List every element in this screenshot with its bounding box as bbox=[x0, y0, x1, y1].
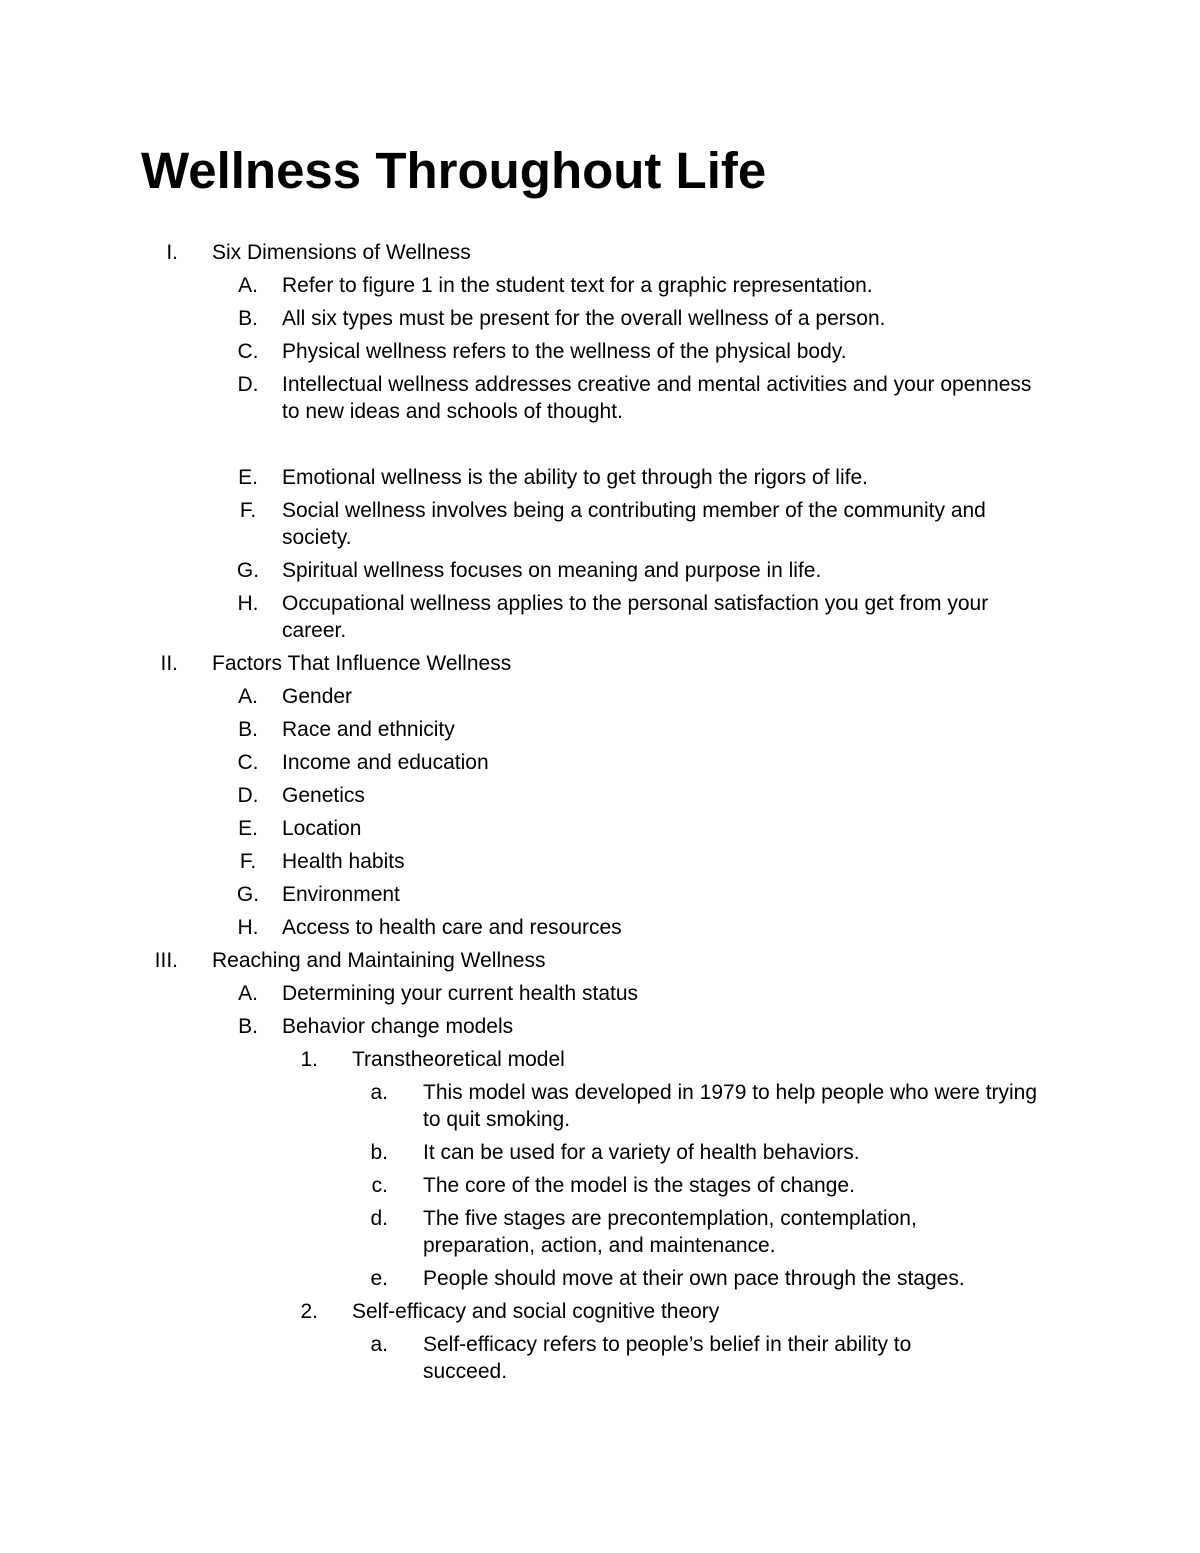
outline-item-text: Factors That Influence Wellness bbox=[212, 652, 512, 675]
outline-marker: G. bbox=[236, 883, 260, 906]
outline-item-text: Location bbox=[282, 817, 362, 840]
outline-item-text: Six Dimensions of Wellness bbox=[212, 241, 471, 264]
outline-item-text: All six types must be present for the overall wellness of a person. bbox=[282, 307, 886, 330]
outline-marker: E. bbox=[238, 817, 258, 840]
outline-item-text: Transtheoretical model bbox=[352, 1048, 565, 1071]
outline-item-text: Refer to figure 1 in the student text for a graphic representation. bbox=[282, 274, 873, 297]
outline-item-text: Self-efficacy and social cognitive theory bbox=[352, 1300, 720, 1323]
outline-marker: H. bbox=[237, 916, 259, 939]
outline-item-text: Behavior change models bbox=[282, 1015, 514, 1038]
outline-marker: F. bbox=[239, 499, 257, 522]
outline-marker: A. bbox=[238, 982, 258, 1005]
outline-item-text: Social wellness involves being a contributing member of the community and society. bbox=[282, 499, 986, 549]
outline-marker: e. bbox=[370, 1267, 388, 1290]
outline-item-text: Reaching and Maintaining Wellness bbox=[212, 949, 546, 972]
outline-marker: a. bbox=[370, 1081, 388, 1104]
outline-marker: A. bbox=[238, 274, 258, 297]
outline-marker: I. bbox=[166, 241, 178, 264]
outline-marker: G. bbox=[236, 559, 260, 582]
outline-item-text: Genetics bbox=[282, 784, 365, 807]
outline-item-text: Occupational wellness applies to the personal satisfaction you get from your career. bbox=[282, 592, 989, 642]
outline-item-text: This model was developed in 1979 to help people who were trying to quit smoking. bbox=[423, 1081, 1038, 1131]
outline-item-text: Environment bbox=[282, 883, 400, 906]
outline-marker: C. bbox=[237, 340, 259, 363]
outline-marker: 1. bbox=[300, 1048, 318, 1071]
outline-marker: C. bbox=[237, 751, 259, 774]
outline-item-text: Emotional wellness is the ability to get through the rigors of life. bbox=[282, 466, 868, 489]
outline-marker: b. bbox=[370, 1141, 388, 1164]
outline-item-text: It can be used for a variety of health behaviors. bbox=[423, 1141, 860, 1164]
outline-marker: D. bbox=[237, 784, 259, 807]
outline-item-text: The five stages are precontemplation, contemplation, preparation, action, and maintenance. bbox=[423, 1207, 917, 1257]
outline-marker: B. bbox=[238, 1015, 258, 1038]
outline-marker: II. bbox=[160, 652, 178, 675]
outline-marker: A. bbox=[238, 685, 258, 708]
outline-marker: H. bbox=[237, 592, 259, 615]
outline-marker: B. bbox=[238, 718, 258, 741]
outline-marker: a. bbox=[370, 1333, 388, 1356]
outline-marker: B. bbox=[238, 307, 258, 330]
outline-marker: d. bbox=[370, 1207, 388, 1230]
document-title: Wellness Throughout Life bbox=[141, 142, 767, 199]
outline-marker: F. bbox=[239, 850, 257, 873]
outline-item-text: Health habits bbox=[282, 850, 405, 873]
outline-marker: D. bbox=[237, 373, 259, 396]
outline-marker: E. bbox=[238, 466, 258, 489]
outline-item-text: Spiritual wellness focuses on meaning and purpose in life. bbox=[282, 559, 822, 582]
outline-item-text: Self-efficacy refers to people’s belief in their ability to succeed. bbox=[423, 1333, 912, 1383]
outline-item-text: Determining your current health status bbox=[282, 982, 639, 1005]
outline-item-text: Race and ethnicity bbox=[282, 718, 455, 741]
outline-marker: c. bbox=[371, 1174, 388, 1197]
outline-item-text: Access to health care and resources bbox=[282, 916, 622, 939]
outline-item-text: People should move at their own pace through the stages. bbox=[423, 1267, 965, 1290]
outline-marker: III. bbox=[154, 949, 178, 972]
outline-item-text: The core of the model is the stages of change. bbox=[423, 1174, 855, 1197]
outline-marker: 2. bbox=[300, 1300, 318, 1323]
outline-item-text: Physical wellness refers to the wellness of the physical body. bbox=[282, 340, 847, 363]
outline-item-text: Income and education bbox=[282, 751, 489, 774]
outline-item-text: Gender bbox=[282, 685, 353, 708]
outline-item-text: Intellectual wellness addresses creative and mental activities and your openness to new ideas and schools of thought. bbox=[282, 373, 1032, 423]
